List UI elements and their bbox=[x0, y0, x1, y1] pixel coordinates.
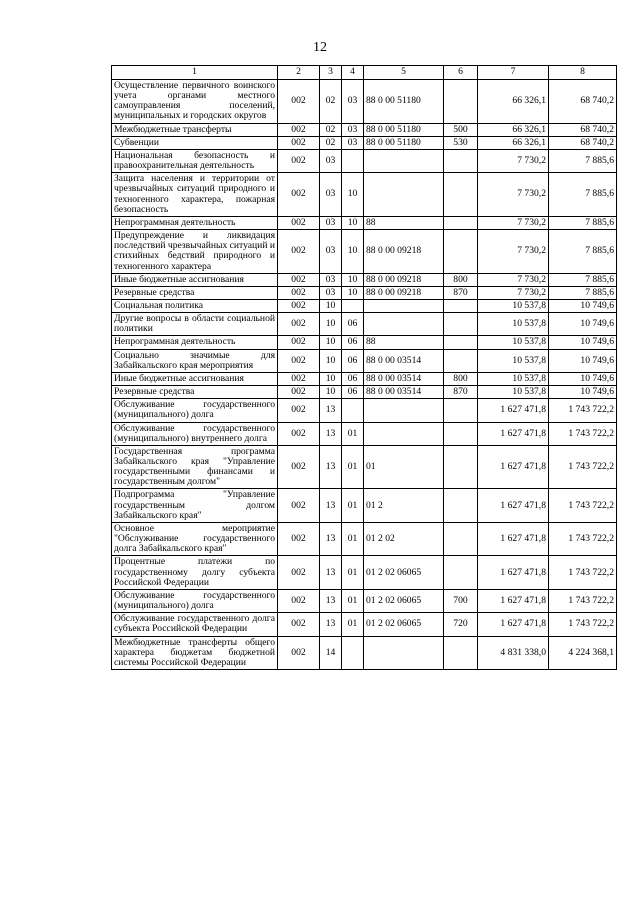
subsection-code-cell: 03 bbox=[342, 123, 364, 136]
amount-year2-cell: 7 885,6 bbox=[549, 173, 617, 217]
ved-code-cell: 002 bbox=[278, 445, 320, 489]
expense-type-cell bbox=[444, 336, 478, 349]
ved-code-cell: 002 bbox=[278, 80, 320, 124]
row-name-cell: Социально значимые для Забайкальского края мероприятия bbox=[112, 349, 278, 372]
table-row bbox=[112, 399, 617, 422]
amount-year1-cell: 66 326,1 bbox=[478, 80, 549, 124]
target-article-cell: 88 0 00 09218 bbox=[364, 230, 444, 274]
ved-code-cell: 002 bbox=[278, 286, 320, 299]
section-code-cell: 13 bbox=[320, 422, 342, 445]
target-article-cell: 88 0 00 03514 bbox=[364, 372, 444, 385]
header-cell: 8 bbox=[549, 66, 617, 80]
amount-year1-cell: 10 537,8 bbox=[478, 349, 549, 372]
section-code-cell: 03 bbox=[320, 216, 342, 229]
expense-type-cell: 870 bbox=[444, 386, 478, 399]
target-article-cell: 88 0 00 03514 bbox=[364, 349, 444, 372]
amount-year1-cell: 66 326,1 bbox=[478, 123, 549, 136]
ved-code-cell: 002 bbox=[278, 273, 320, 286]
target-article-cell bbox=[364, 313, 444, 336]
subsection-code-cell: 01 bbox=[342, 489, 364, 522]
row-name-cell: Непрограммная деятельность bbox=[112, 216, 278, 229]
amount-year2-cell: 68 740,2 bbox=[549, 123, 617, 136]
section-code-cell: 13 bbox=[320, 556, 342, 589]
target-article-cell: 01 2 02 06065 bbox=[364, 556, 444, 589]
table-row bbox=[112, 589, 617, 612]
ved-code-cell: 002 bbox=[278, 349, 320, 372]
target-article-cell bbox=[364, 299, 444, 312]
expense-type-cell bbox=[444, 230, 478, 274]
amount-year2-cell: 10 749,6 bbox=[549, 386, 617, 399]
ved-code-cell: 002 bbox=[278, 613, 320, 636]
table-row bbox=[112, 613, 617, 636]
target-article-cell: 88 bbox=[364, 216, 444, 229]
amount-year1-cell: 7 730,2 bbox=[478, 286, 549, 299]
table-row bbox=[112, 349, 617, 372]
amount-year2-cell: 68 740,2 bbox=[549, 80, 617, 124]
subsection-code-cell: 10 bbox=[342, 230, 364, 274]
expense-type-cell bbox=[444, 299, 478, 312]
page-number: 12 bbox=[313, 40, 327, 55]
ved-code-cell: 002 bbox=[278, 149, 320, 172]
ved-code-cell: 002 bbox=[278, 216, 320, 229]
table-row bbox=[112, 522, 617, 555]
subsection-code-cell: 01 bbox=[342, 522, 364, 555]
section-code-cell: 14 bbox=[320, 636, 342, 669]
amount-year1-cell: 10 537,8 bbox=[478, 336, 549, 349]
ved-code-cell: 002 bbox=[278, 636, 320, 669]
amount-year2-cell: 7 885,6 bbox=[549, 149, 617, 172]
target-article-cell bbox=[364, 636, 444, 669]
expense-type-cell bbox=[444, 522, 478, 555]
amount-year2-cell: 1 743 722,2 bbox=[549, 489, 617, 522]
table-row bbox=[112, 313, 617, 336]
amount-year2-cell: 1 743 722,2 bbox=[549, 589, 617, 612]
row-name-cell: Основное мероприятие "Обслуживание государственного долга Забайкальского края" bbox=[112, 522, 278, 555]
row-name-cell: Предупреждение и ликвидация последствий чрезвычайных ситуаций и стихийных бедствий природного и техногенного характера bbox=[112, 230, 278, 274]
amount-year2-cell: 10 749,6 bbox=[549, 299, 617, 312]
header-cell: 7 bbox=[478, 66, 549, 80]
expense-type-cell: 870 bbox=[444, 286, 478, 299]
subsection-code-cell: 06 bbox=[342, 372, 364, 385]
section-code-cell: 10 bbox=[320, 349, 342, 372]
section-code-cell: 13 bbox=[320, 589, 342, 612]
target-article-cell: 01 2 02 06065 bbox=[364, 613, 444, 636]
amount-year1-cell: 10 537,8 bbox=[478, 372, 549, 385]
table-row bbox=[112, 80, 617, 124]
amount-year1-cell: 1 627 471,8 bbox=[478, 522, 549, 555]
row-name-cell: Субвенции bbox=[112, 136, 278, 149]
section-code-cell: 03 bbox=[320, 149, 342, 172]
ved-code-cell: 002 bbox=[278, 556, 320, 589]
target-article-cell: 88 0 00 51180 bbox=[364, 136, 444, 149]
subsection-code-cell bbox=[342, 399, 364, 422]
table-row bbox=[112, 216, 617, 229]
amount-year2-cell: 1 743 722,2 bbox=[549, 522, 617, 555]
expense-type-cell bbox=[444, 636, 478, 669]
amount-year2-cell: 4 224 368,1 bbox=[549, 636, 617, 669]
amount-year1-cell: 1 627 471,8 bbox=[478, 399, 549, 422]
ved-code-cell: 002 bbox=[278, 386, 320, 399]
subsection-code-cell: 01 bbox=[342, 613, 364, 636]
table-row bbox=[112, 386, 617, 399]
amount-year2-cell: 1 743 722,2 bbox=[549, 399, 617, 422]
amount-year1-cell: 7 730,2 bbox=[478, 273, 549, 286]
row-name-cell: Иные бюджетные ассигнования bbox=[112, 372, 278, 385]
subsection-code-cell: 10 bbox=[342, 173, 364, 217]
target-article-cell: 01 bbox=[364, 445, 444, 489]
amount-year2-cell: 7 885,6 bbox=[549, 216, 617, 229]
amount-year1-cell: 4 831 338,0 bbox=[478, 636, 549, 669]
table-row bbox=[112, 372, 617, 385]
section-code-cell: 03 bbox=[320, 173, 342, 217]
subsection-code-cell: 10 bbox=[342, 286, 364, 299]
ved-code-cell: 002 bbox=[278, 372, 320, 385]
amount-year2-cell: 7 885,6 bbox=[549, 230, 617, 274]
subsection-code-cell bbox=[342, 636, 364, 669]
ved-code-cell: 002 bbox=[278, 589, 320, 612]
ved-code-cell: 002 bbox=[278, 313, 320, 336]
expense-type-cell bbox=[444, 313, 478, 336]
row-name-cell: Защита населения и территории от чрезвычайных ситуаций природного и техногенного характера, пожарная безопасность bbox=[112, 173, 278, 217]
subsection-code-cell: 06 bbox=[342, 313, 364, 336]
header-cell: 3 bbox=[320, 66, 342, 80]
table-row bbox=[112, 556, 617, 589]
table-row bbox=[112, 636, 617, 669]
table-row bbox=[112, 173, 617, 217]
target-article-cell bbox=[364, 173, 444, 217]
section-code-cell: 10 bbox=[320, 336, 342, 349]
table-row bbox=[112, 336, 617, 349]
amount-year2-cell: 1 743 722,2 bbox=[549, 445, 617, 489]
amount-year1-cell: 7 730,2 bbox=[478, 216, 549, 229]
header-cell: 2 bbox=[278, 66, 320, 80]
expense-type-cell bbox=[444, 173, 478, 217]
row-name-cell: Другие вопросы в области социальной политики bbox=[112, 313, 278, 336]
subsection-code-cell: 10 bbox=[342, 273, 364, 286]
ved-code-cell: 002 bbox=[278, 522, 320, 555]
amount-year1-cell: 1 627 471,8 bbox=[478, 445, 549, 489]
target-article-cell: 88 0 00 09218 bbox=[364, 273, 444, 286]
row-name-cell: Национальная безопасность и правоохранительная деятельность bbox=[112, 149, 278, 172]
amount-year2-cell: 1 743 722,2 bbox=[549, 556, 617, 589]
amount-year2-cell: 7 885,6 bbox=[549, 273, 617, 286]
section-code-cell: 13 bbox=[320, 445, 342, 489]
target-article-cell: 88 0 00 51180 bbox=[364, 80, 444, 124]
subsection-code-cell: 01 bbox=[342, 445, 364, 489]
row-name-cell: Подпрограмма "Управление государственным долгом Забайкальского края" bbox=[112, 489, 278, 522]
row-name-cell: Осуществление первичного воинского учета органами местного самоуправления поселений, муниципальных и городских округов bbox=[112, 80, 278, 124]
table-row bbox=[112, 136, 617, 149]
subsection-code-cell: 06 bbox=[342, 336, 364, 349]
amount-year2-cell: 10 749,6 bbox=[549, 313, 617, 336]
amount-year1-cell: 1 627 471,8 bbox=[478, 556, 549, 589]
expense-type-cell bbox=[444, 349, 478, 372]
expense-type-cell bbox=[444, 216, 478, 229]
subsection-code-cell: 10 bbox=[342, 216, 364, 229]
amount-year2-cell: 10 749,6 bbox=[549, 349, 617, 372]
target-article-cell bbox=[364, 422, 444, 445]
header-cell: 4 bbox=[342, 66, 364, 80]
ved-code-cell: 002 bbox=[278, 336, 320, 349]
subsection-code-cell: 06 bbox=[342, 386, 364, 399]
amount-year1-cell: 66 326,1 bbox=[478, 136, 549, 149]
row-name-cell: Межбюджетные трансферты bbox=[112, 123, 278, 136]
section-code-cell: 13 bbox=[320, 613, 342, 636]
amount-year1-cell: 1 627 471,8 bbox=[478, 489, 549, 522]
ved-code-cell: 002 bbox=[278, 136, 320, 149]
ved-code-cell: 002 bbox=[278, 422, 320, 445]
target-article-cell: 88 0 00 51180 bbox=[364, 123, 444, 136]
section-code-cell: 03 bbox=[320, 286, 342, 299]
section-code-cell: 13 bbox=[320, 489, 342, 522]
row-name-cell: Процентные платежи по государственному долгу субъекта Российской Федерации bbox=[112, 556, 278, 589]
subsection-code-cell: 03 bbox=[342, 80, 364, 124]
ved-code-cell: 002 bbox=[278, 123, 320, 136]
row-name-cell: Резервные средства bbox=[112, 386, 278, 399]
section-code-cell: 02 bbox=[320, 80, 342, 124]
row-name-cell: Непрограммная деятельность bbox=[112, 336, 278, 349]
amount-year1-cell: 10 537,8 bbox=[478, 386, 549, 399]
subsection-code-cell: 03 bbox=[342, 136, 364, 149]
expense-type-cell: 530 bbox=[444, 136, 478, 149]
table-row bbox=[112, 489, 617, 522]
subsection-code-cell bbox=[342, 149, 364, 172]
amount-year1-cell: 7 730,2 bbox=[478, 173, 549, 217]
section-code-cell: 02 bbox=[320, 123, 342, 136]
amount-year1-cell: 1 627 471,8 bbox=[478, 613, 549, 636]
subsection-code-cell: 06 bbox=[342, 349, 364, 372]
target-article-cell: 01 2 bbox=[364, 489, 444, 522]
header-cell: 5 bbox=[364, 66, 444, 80]
section-code-cell: 03 bbox=[320, 273, 342, 286]
expense-type-cell bbox=[444, 399, 478, 422]
row-name-cell: Межбюджетные трансферты общего характера бюджетам бюджетной системы Российской Федерации bbox=[112, 636, 278, 669]
ved-code-cell: 002 bbox=[278, 399, 320, 422]
expense-type-cell bbox=[444, 556, 478, 589]
ved-code-cell: 002 bbox=[278, 173, 320, 217]
subsection-code-cell: 01 bbox=[342, 422, 364, 445]
amount-year2-cell: 1 743 722,2 bbox=[549, 613, 617, 636]
ved-code-cell: 002 bbox=[278, 299, 320, 312]
row-name-cell: Иные бюджетные ассигнования bbox=[112, 273, 278, 286]
amount-year1-cell: 7 730,2 bbox=[478, 149, 549, 172]
section-code-cell: 02 bbox=[320, 136, 342, 149]
amount-year1-cell: 10 537,8 bbox=[478, 299, 549, 312]
amount-year1-cell: 10 537,8 bbox=[478, 313, 549, 336]
table-row bbox=[112, 299, 617, 312]
target-article-cell: 01 2 02 bbox=[364, 522, 444, 555]
table-row bbox=[112, 230, 617, 274]
target-article-cell: 88 0 00 03514 bbox=[364, 386, 444, 399]
table-row bbox=[112, 286, 617, 299]
section-code-cell: 10 bbox=[320, 313, 342, 336]
amount-year2-cell: 1 743 722,2 bbox=[549, 422, 617, 445]
row-name-cell: Обслуживание государственного долга субъекта Российской Федерации bbox=[112, 613, 278, 636]
table-row bbox=[112, 422, 617, 445]
table-row bbox=[112, 273, 617, 286]
expense-type-cell bbox=[444, 489, 478, 522]
target-article-cell bbox=[364, 149, 444, 172]
expense-type-cell bbox=[444, 80, 478, 124]
expense-type-cell bbox=[444, 422, 478, 445]
section-code-cell: 13 bbox=[320, 522, 342, 555]
section-code-cell: 10 bbox=[320, 299, 342, 312]
target-article-cell: 88 0 00 09218 bbox=[364, 286, 444, 299]
section-code-cell: 10 bbox=[320, 372, 342, 385]
ved-code-cell: 002 bbox=[278, 230, 320, 274]
table-header-row bbox=[112, 66, 617, 80]
expense-type-cell bbox=[444, 445, 478, 489]
table-row bbox=[112, 445, 617, 489]
amount-year1-cell: 7 730,2 bbox=[478, 230, 549, 274]
ved-code-cell: 002 bbox=[278, 489, 320, 522]
table-row bbox=[112, 149, 617, 172]
subsection-code-cell bbox=[342, 299, 364, 312]
target-article-cell: 01 2 02 06065 bbox=[364, 589, 444, 612]
expense-type-cell: 500 bbox=[444, 123, 478, 136]
target-article-cell: 88 bbox=[364, 336, 444, 349]
amount-year2-cell: 7 885,6 bbox=[549, 286, 617, 299]
row-name-cell: Обслуживание государственного (муниципального) долга bbox=[112, 399, 278, 422]
amount-year2-cell: 10 749,6 bbox=[549, 372, 617, 385]
header-cell: 6 bbox=[444, 66, 478, 80]
expense-type-cell: 800 bbox=[444, 273, 478, 286]
row-name-cell: Резервные средства bbox=[112, 286, 278, 299]
target-article-cell bbox=[364, 399, 444, 422]
expense-type-cell: 800 bbox=[444, 372, 478, 385]
amount-year1-cell: 1 627 471,8 bbox=[478, 589, 549, 612]
section-code-cell: 13 bbox=[320, 399, 342, 422]
expense-type-cell: 700 bbox=[444, 589, 478, 612]
section-code-cell: 10 bbox=[320, 386, 342, 399]
amount-year2-cell: 10 749,6 bbox=[549, 336, 617, 349]
expense-type-cell: 720 bbox=[444, 613, 478, 636]
row-name-cell: Обслуживание государственного (муниципального) долга bbox=[112, 589, 278, 612]
row-name-cell: Социальная политика bbox=[112, 299, 278, 312]
subsection-code-cell: 01 bbox=[342, 556, 364, 589]
table-row bbox=[112, 123, 617, 136]
budget-table bbox=[111, 65, 617, 670]
row-name-cell: Государственная программа Забайкальского края "Управление государственными финансами и государственным долгом" bbox=[112, 445, 278, 489]
section-code-cell: 03 bbox=[320, 230, 342, 274]
amount-year1-cell: 1 627 471,8 bbox=[478, 422, 549, 445]
expense-type-cell bbox=[444, 149, 478, 172]
amount-year2-cell: 68 740,2 bbox=[549, 136, 617, 149]
header-cell: 1 bbox=[112, 66, 278, 80]
subsection-code-cell: 01 bbox=[342, 589, 364, 612]
row-name-cell: Обслуживание государственного (муниципального) внутреннего долга bbox=[112, 422, 278, 445]
